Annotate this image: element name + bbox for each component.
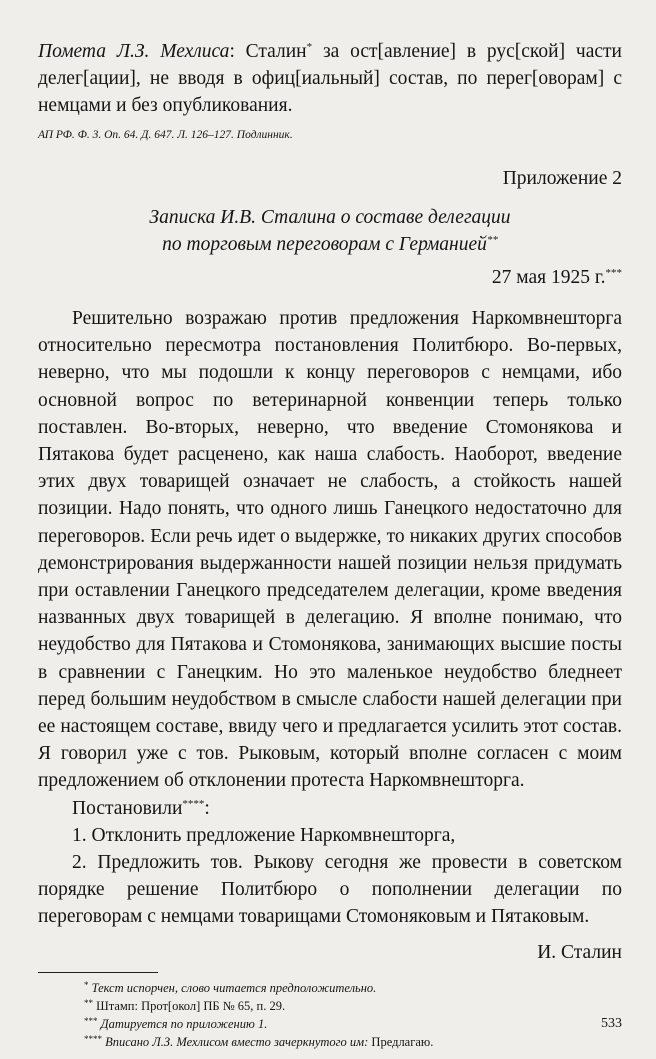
- note-text-2: за ост[авление] в рус[ской] части делег[ации], не вводя в офиц[иальный] состав, по перег[оворам] с немцами и без опубликования.: [38, 41, 622, 116]
- note-label: Помета Л.З. Мехлиса: [38, 41, 230, 62]
- resolved-colon: :: [204, 797, 210, 819]
- footnote-2-text: Штамп: Прот[окол] ПБ № 65, п. 29.: [96, 998, 286, 1013]
- archive-source: АП РФ. Ф. 3. Оп. 64. Д. 647. Л. 126–127. Подлинник.: [38, 129, 293, 141]
- document-title-line-1: Записка И.В. Сталина о составе делегации: [149, 207, 511, 228]
- footnote-ref-3: ***: [605, 267, 622, 279]
- footnote-ref-1: *: [306, 41, 313, 53]
- footnote-4-mark: ****: [84, 1033, 102, 1044]
- footnote-1: [38, 979, 622, 997]
- footnote-divider: [38, 972, 158, 973]
- document-title: [38, 204, 622, 258]
- footnote-3-text: Датируется по приложению 1.: [100, 1016, 268, 1031]
- document-body: [38, 305, 622, 931]
- body-paragraph-3: 1. Отклонить предложение Наркомвнешторга,: [72, 824, 456, 846]
- body-paragraph-4: 2. Предложить тов. Рыкову сегодня же провести в советском порядке решение Политбюро о пополнении делегации по переговорам с немцами товарищами Стомоняковым и Пятаковым.: [38, 852, 622, 928]
- note-text-1: : Сталин: [229, 41, 307, 62]
- footnote-3: [38, 1015, 622, 1033]
- body-paragraph-1: Решительно возражаю против предложения Наркомвнешторга относительно пересмотра постановления Политбюро. Во-первых, неверно, что мы подошли к концу переговоров с немцами, ибо основной вопрос по ветеринарной конвенции теперь только поставлен. Во-вторых, неверно, что введение Стомонякова и Пятакова будет расценено, как наша слабость. Наоборот, введение этих двух товарищей означает не слабость, а стойкость нашей позиции. Надо понять, что одного лишь Ганецкого недостаточно для переговоров. Если речь идет о выдержке, то никаких других способов демонстрирования выдержанности нашей позиции нельзя придумать при оставлении Ганецкого председателем делегации, кроме введения названных двух товарищей в делегацию. Я вполне понимаю, что неудобство для Пятакова и Стомонякова, занимающих высшие посты в сравнении с Ганецким. Но это маленькое неудобство бледнеет перед большим неудобством в смысле слабости нашей делегации при ее настоящем составе, ввиду чего и предлагается усилить этот состав. Я говорил уже с тов. Рыковым, который вполне согласен с моим предложением об отклонении протеста Наркомвнешторга.: [38, 308, 622, 792]
- footnote-2: [38, 997, 622, 1015]
- page-number: 533: [601, 1016, 622, 1031]
- footnote-3-mark: ***: [84, 1015, 98, 1026]
- document-date: [38, 264, 622, 291]
- mehlis-note: [38, 38, 622, 119]
- signature: И. Сталин: [537, 941, 622, 963]
- footnote-ref-2: **: [486, 234, 498, 246]
- footnote-ref-4: ****: [182, 797, 205, 810]
- footnote-1-text: Текст испорчен, слово читается предположительно.: [91, 980, 377, 995]
- document-title-line-2: по торговым переговорам с Германией: [162, 234, 487, 255]
- resolved-label: Постановили: [72, 797, 183, 819]
- date-text: 27 мая 1925 г.: [491, 267, 606, 288]
- footnote-4-text: Вписано Л.З. Мехлисом вместо зачеркнутого им:: [105, 1034, 369, 1049]
- footnote-4: [38, 1033, 622, 1051]
- footnote-2-mark: **: [84, 997, 93, 1008]
- footnote-4-extra: Предлагаю.: [368, 1034, 434, 1049]
- appendix-heading: Приложение 2: [502, 168, 622, 189]
- body-paragraph-2: [38, 795, 622, 822]
- footnotes: [38, 979, 622, 1051]
- footnote-1-mark: *: [84, 979, 89, 990]
